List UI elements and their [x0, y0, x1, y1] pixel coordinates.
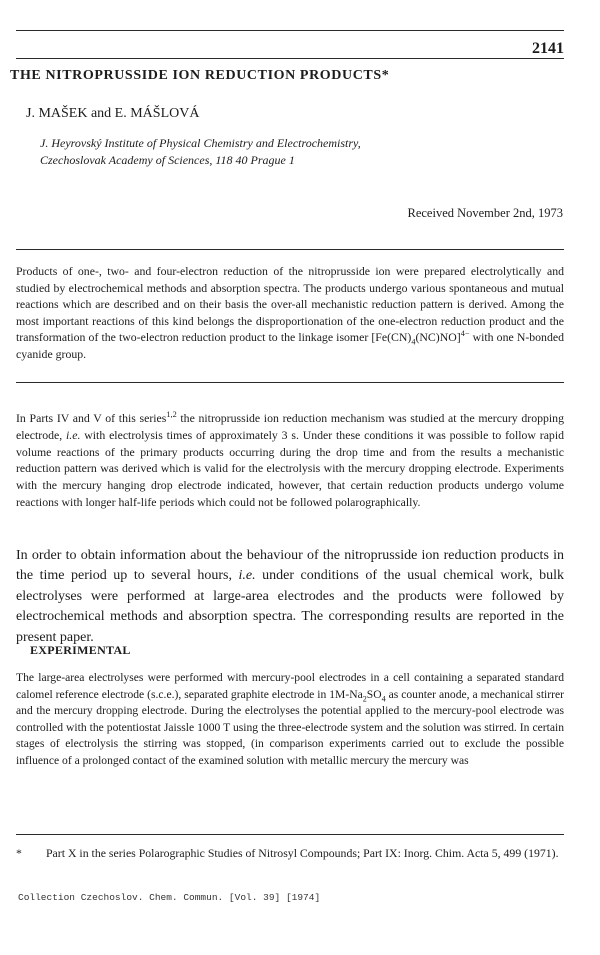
experimental-paragraph: The large-area electrolyses were performed with mercury-pool electrodes in a cell containing a separated standard calomel reference electrode (s.c.e.), separated graphite electrode in $1M-Na_2SO_4$ as counter anode, a mechanical stirrer and the mercury dropping electrode. During the electrolyses the potential applied to the mercury-pool electrode was controlled with the potentiostat Jaissle 1000 T using the three-electrode system and the solution was stirred. In certain stages of electrolysis the stirring was stopped, (in comparison experiments carried out to exclude the possible influence of a prolonged contact of the examined solution with metallic mercury the mercury was	[16, 671, 564, 767]
received-date: Received November 2nd, 1973	[407, 206, 563, 220]
section-heading: EXPERIMENTAL	[30, 643, 131, 657]
footnote	[16, 845, 564, 862]
abstract-bottom-rule	[16, 382, 564, 383]
abstract-top-rule	[16, 249, 564, 250]
abstract: Products of one-, two- and four-electron reduction of the nitroprusside ion were prepared electrolytically and studied by electrochemical methods and absorption spectra. The products undergo various spontaneous and mutual reactions which are described and on their basis the over-all mechanistic reduction pattern is derived. Among the most important reactions of this kind belongs the disproportionation of the one-electron reduction product and the transformation of the two-electron reduction product to the linkage isomer $[Fe(CN)_4(NC)NO]^{4-}$ with one N-bonded cyanide group.	[16, 264, 564, 361]
authors: J. MAŠEK and E. MÁŠLOVÁ	[26, 106, 200, 121]
affiliation: J. Heyrovský Institute of Physical Chemistry and Electrochemistry, Czechoslovak Academy of Sciences, 118 40 Prague 1	[40, 136, 361, 167]
journal-citation: Collection Czechoslov. Chem. Commun. [Vol. 39] [1974]	[18, 892, 321, 903]
article-title: THE NITROPRUSSIDE ION REDUCTION PRODUCTS*	[10, 68, 390, 83]
intro-paragraph-2: In order to obtain information about the behaviour of the nitroprusside ion reduction products in the time period up to several hours, i.e. under conditions of the usual chemical work, bulk electrolyses were performed at large-area electrodes and the products were followed by electrochemical methods and absorption spectra. The corresponding results are reported in the present paper.	[16, 548, 564, 645]
header-rule	[16, 58, 564, 59]
intro-paragraph-1: In Parts IV and V of this series$^{1,2}$ the nitroprusside ion reduction mechanism was studied at the mercury dropping electrode, i.e. with electrolysis times of approximately 3 s. Under these conditions it was possible to follow rapid volume reactions of the primary products occurring during the drop time and from the results a mechanistic reduction pattern was derived which is valid for the electrolysis with the mercury dropping electrode. Experiments with the mercury hanging drop electrode indicated, however, that certain reduction products undergo volume reactions with longer half-life periods which could not be followed polarographically.	[16, 410, 564, 509]
top-rule	[16, 30, 564, 31]
footnote-text: Part X in the series Polarographic Studies of Nitrosyl Compounds; Part IX: Inorg. Chim. Acta 5, 499 (1971).	[46, 846, 559, 860]
footnote-rule	[16, 834, 564, 835]
footnote-mark: *	[16, 846, 22, 860]
page-number: 2141	[532, 40, 564, 57]
